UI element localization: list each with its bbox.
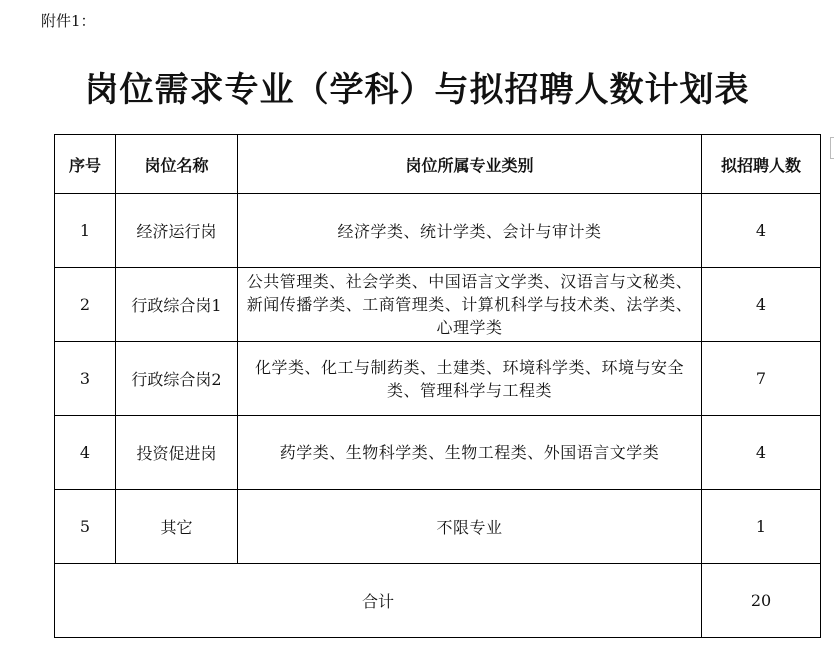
row-category: 药学类、生物科学类、生物工程类、外国语言文学类 bbox=[238, 416, 702, 490]
table-header-row bbox=[55, 135, 821, 194]
row-name: 行政综合岗2 bbox=[116, 342, 238, 416]
table-row bbox=[55, 490, 821, 564]
row-no: 2 bbox=[55, 268, 116, 342]
row-category: 化学类、化工与制药类、土建类、环境科学类、环境与安全类、管理科学与工程类 bbox=[238, 342, 702, 416]
row-category: 经济学类、统计学类、会计与审计类 bbox=[238, 194, 702, 268]
row-count: 4 bbox=[702, 268, 821, 342]
row-count: 4 bbox=[702, 416, 821, 490]
header-name: 岗位名称 bbox=[116, 135, 238, 194]
table-row bbox=[55, 342, 821, 416]
header-count: 拟招聘人数 bbox=[702, 135, 821, 194]
row-category: 公共管理类、社会学类、中国语言文学类、汉语言与文秘类、新闻传播学类、工商管理类、计算机科学与技术类、法学类、心理学类 bbox=[238, 268, 702, 342]
row-name: 投资促进岗 bbox=[116, 416, 238, 490]
page-edge-marker bbox=[830, 137, 834, 159]
row-name: 其它 bbox=[116, 490, 238, 564]
header-category: 岗位所属专业类别 bbox=[238, 135, 702, 194]
row-category: 不限专业 bbox=[238, 490, 702, 564]
table-row bbox=[55, 194, 821, 268]
table-total-row bbox=[55, 564, 821, 638]
table-row bbox=[55, 268, 821, 342]
row-no: 1 bbox=[55, 194, 116, 268]
total-label: 合计 bbox=[55, 564, 702, 638]
attachment-label: 附件1： bbox=[41, 12, 96, 30]
recruitment-plan-table bbox=[54, 134, 821, 638]
row-count: 4 bbox=[702, 194, 821, 268]
table-row bbox=[55, 416, 821, 490]
row-name: 行政综合岗1 bbox=[116, 268, 238, 342]
row-count: 7 bbox=[702, 342, 821, 416]
row-no: 4 bbox=[55, 416, 116, 490]
row-no: 5 bbox=[55, 490, 116, 564]
row-count: 1 bbox=[702, 490, 821, 564]
header-no: 序号 bbox=[55, 135, 116, 194]
row-no: 3 bbox=[55, 342, 116, 416]
page-title: 岗位需求专业（学科）与拟招聘人数计划表 bbox=[84, 70, 750, 110]
row-name: 经济运行岗 bbox=[116, 194, 238, 268]
total-count: 20 bbox=[702, 564, 821, 638]
